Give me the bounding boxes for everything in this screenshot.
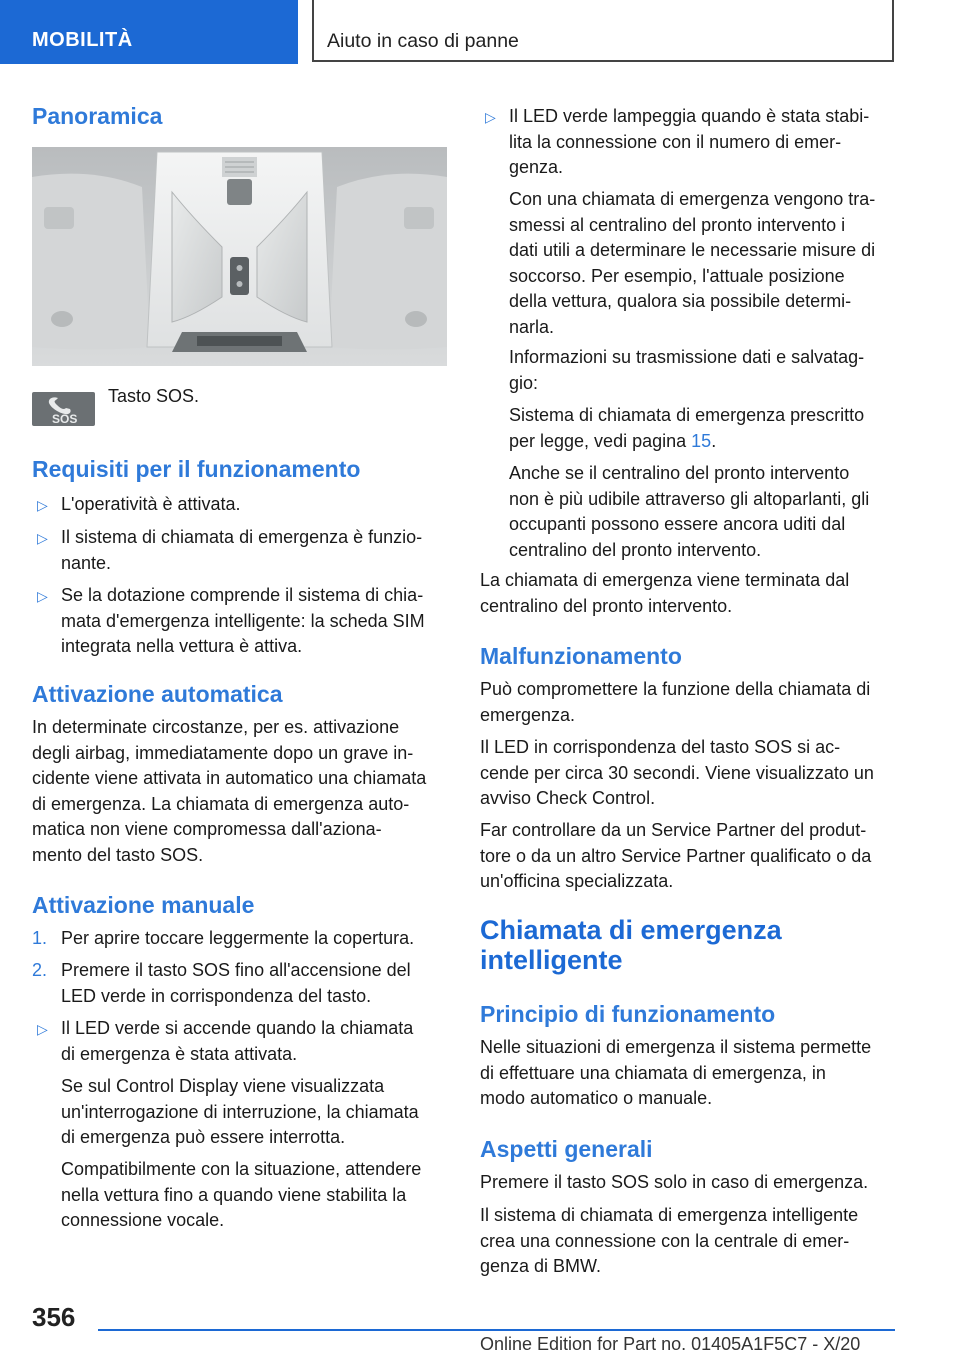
sos-caption: Tasto SOS. (108, 386, 200, 406)
call-end-text: La chiamata di emergenza viene terminata dal centralino del pronto intervento. (480, 570, 850, 616)
sos-button-icon (32, 392, 95, 426)
requirement-1: L'operatività è attivata. (61, 494, 241, 514)
section-tab (0, 0, 298, 64)
bullet-triangle-icon: ▷ (485, 109, 496, 125)
malfunction-text-2: Il LED in corrispondenza del tasto SOS si ac- cende per circa 30 secondi. Viene visualizzato un avviso Check Control. (480, 737, 874, 808)
general-heading: Aspetti generali (480, 1136, 653, 1162)
principle-text: Nelle situazioni di emergenza il sistema permette di effettuare una chiamata di emergenza, in modo automatico o manuale. (480, 1037, 872, 1108)
manual-wait-text: Compatibilmente con la situazione, attendere nella vettura fino a quando viene stabilita la connessione vocale. (61, 1159, 422, 1230)
requirements-heading: Requisiti per il funzionamento (32, 456, 361, 482)
call-data-text: Con una chiamata di emergenza vengono tra- smessi al centralino del pronto intervento i dati utili a determinare le necessarie misure di soccorso. Per esempio, l'attuale posizione della vettura, qualora sia possibile determi- narla. (509, 189, 876, 337)
manual-step-2: Premere il tasto SOS fino all'accensione del LED verde in corrispondenza del tasto. (61, 960, 411, 1006)
sos-icon-label: SOS (52, 412, 78, 426)
malfunction-heading: Malfunzionamento (480, 643, 682, 669)
manual-result: Il LED verde si accende quando la chiamata di emergenza è stata attivata. (61, 1018, 414, 1064)
bullet-triangle-icon: ▷ (37, 530, 48, 546)
smart-call-heading: Chiamata di emergenza intelligente (480, 915, 782, 976)
bullet-triangle-icon: ▷ (37, 1021, 48, 1037)
edition-note: Online Edition for Part no. 01405A1F5C7 - X/20 (480, 1334, 861, 1354)
page-link[interactable]: 15 (691, 430, 712, 451)
manual-activation-heading: Attivazione manuale (32, 892, 255, 918)
principle-heading: Principio di funzionamento (480, 1001, 776, 1027)
auto-activation-heading: Attivazione automatica (32, 681, 283, 707)
data-info-text: Informazioni su trasmissione dati e salvatag- gio: (509, 347, 865, 393)
malfunction-text-3: Far controllare da un Service Partner del produt- tore o da un altro Service Partner qualificato o da un'officina specializzata. (480, 820, 872, 891)
bullet-triangle-icon: ▷ (37, 497, 48, 513)
section-title: MOBILITÀ (32, 29, 133, 51)
requirement-3: Se la dotazione comprende il sistema di chia- mata d'emergenza intelligente: la scheda SIM integrata nella vettura è attiva. (61, 585, 425, 656)
chapter-tab (312, 0, 894, 62)
general-text-1: Premere il tasto SOS solo in caso di emergenza. (480, 1172, 869, 1192)
overview-heading: Panoramica (32, 103, 163, 129)
page-number: 356 (32, 1302, 76, 1332)
step-number: 1. (32, 928, 48, 948)
manual-step-1: Per aprire toccare leggermente la copertura. (61, 928, 415, 948)
malfunction-text-1: Può compromettere la funzione della chiamata di emergenza. (480, 679, 871, 725)
roof-console-image (32, 147, 447, 366)
step-number: 2. (32, 960, 48, 980)
requirement-2: Il sistema di chiamata di emergenza è funzio- nante. (61, 527, 423, 573)
footer-divider (98, 1329, 895, 1331)
manual-interrupt-text: Se sul Control Display viene visualizzata un'interrogazione di interruzione, la chiamata di emergenza può essere interrotta. (61, 1076, 419, 1147)
chapter-title: Aiuto in caso di panne (327, 30, 519, 52)
auto-activation-text: In determinate circostanze, per es. attivazione degli airbag, immediatamente dopo un grave in- cidente viene attivata in automatico una chiamata di emergenza. La chiamata di emergenza auto- matica non viene compromessa dall'aziona- mento del tasto SOS. (32, 717, 427, 865)
led-blink-text: Il LED verde lampeggia quando è stata stabi- lita la connessione con il numero di emer- genza. (509, 106, 870, 177)
roof-console-illustration (32, 147, 447, 366)
general-text-2: Il sistema di chiamata di emergenza intelligente crea una connessione con la centrale di emer- genza di BMW. (480, 1205, 859, 1276)
legal-call-text: Sistema di chiamata di emergenza prescritto per legge, vedi pagina 15. (509, 405, 865, 451)
bullet-triangle-icon: ▷ (37, 588, 48, 604)
audio-text: Anche se il centralino del pronto intervento non è più udibile attraverso gli altoparlanti, gli occupanti possono essere ancora uditi dal centralino del pronto intervento. (509, 463, 870, 560)
